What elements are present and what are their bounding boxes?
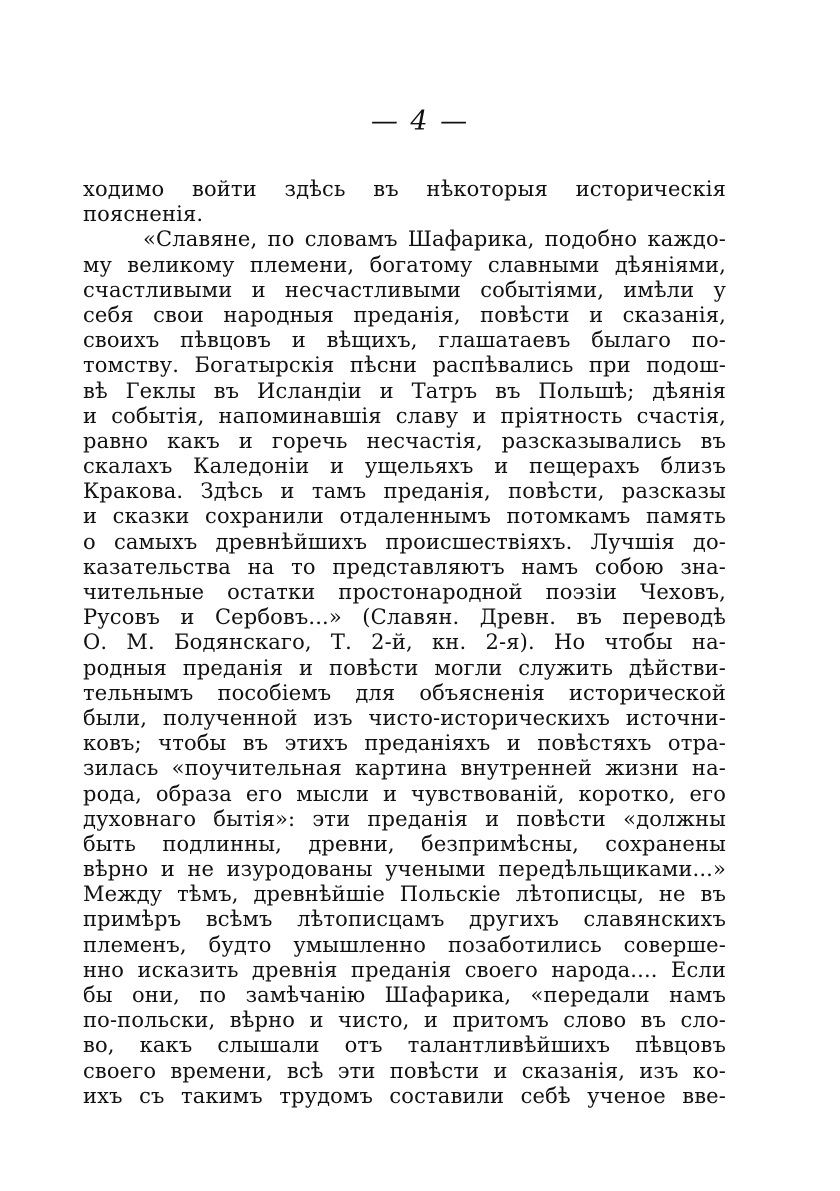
text-line: зилась «поучительная картина внутренней жизни на- <box>83 756 726 781</box>
text-line: по-польски, вѣрно и чисто, и притомъ слово въ сло- <box>83 1008 726 1033</box>
text-line: О. М. Бодянскаго, Т. 2-й, кн. 2-я). Но чтобы на- <box>83 630 726 655</box>
text-line: вѣ Геклы въ Исландіи и Татръ въ Польшѣ; дѣянія <box>83 378 726 403</box>
text-line: бы они, по замѣчанію Шафарика, «передали намъ <box>83 983 726 1007</box>
text-line: родныя преданія и повѣсти могли служить дѣйстви- <box>83 655 726 680</box>
body-text <box>83 177 726 1109</box>
text-line: скалахъ Каледоніи и ущельяхъ и пещерахъ близъ <box>83 454 726 479</box>
text-line: Между тѣмъ, древнѣйшіе Польскіе лѣтописцы, не въ <box>83 882 726 907</box>
text-line: ходимо войти здѣсь въ нѣкоторыя историческія <box>83 177 726 201</box>
text-line: племенъ, будто умышленно позаботились соверше- <box>83 932 726 957</box>
text-line: были, полученной изъ чисто-историческихъ источни- <box>83 705 726 730</box>
text-line: примѣръ всѣмъ лѣтописцамъ другихъ славянскихъ <box>83 907 726 932</box>
text-line: поясненія. <box>83 202 204 227</box>
text-line: быть подлинны, древни, безпримѣсны, сохранены <box>83 831 726 856</box>
text-line: равно какъ и горечь несчастія, разсказывались въ <box>83 428 726 453</box>
text-line: Русовъ и Сербовъ...» (Славян. Древн. въ переводѣ <box>83 605 726 630</box>
text-line: тельнымъ пособіемъ для объясненія исторической <box>83 680 726 705</box>
page-number: — 4 — <box>370 106 470 137</box>
text-line: своихъ пѣвцовъ и вѣщихъ, глашатаевъ былаго по- <box>83 328 726 353</box>
text-line: Кракова. Здѣсь и тамъ преданія, повѣсти, разсказы <box>83 479 726 504</box>
text-line: своего времени, всѣ эти повѣсти и сказанія, изъ ко- <box>83 1058 726 1083</box>
text-line: му великому племени, богатому славными дѣяніями, <box>83 252 726 277</box>
text-line: и сказки сохранили отдаленнымъ потомкамъ память <box>83 504 726 529</box>
text-line: чительные остатки простонародной поэзіи Чеховъ, <box>83 580 726 604</box>
text-line: казательства на то представляютъ намъ собою зна- <box>83 554 726 579</box>
text-line: духовнаго бытія»: эти преданія и повѣсти «должны <box>83 806 726 831</box>
text-line: во, какъ слышали отъ талантливѣйшихъ пѣвцовъ <box>83 1033 726 1058</box>
text-line: томству. Богатырскія пѣсни распѣвались при подош- <box>83 353 726 378</box>
text-line: нно исказить древнія преданія своего народа.... Если <box>83 957 726 982</box>
text-line: рода, образа его мысли и чувствованій, коротко, его <box>83 781 726 806</box>
text-line: «Славяне, по словамъ Шафарика, подобно каждо- <box>143 227 726 252</box>
text-line: и событія, напоминавшія славу и пріятность счастія, <box>83 403 726 428</box>
text-line: ковъ; чтобы въ этихъ преданіяхъ и повѣстяхъ отра- <box>83 731 726 756</box>
text-line: о самыхъ древнѣйшихъ происшествіяхъ. Лучшія до- <box>83 529 726 554</box>
text-line: вѣрно и не изуродованы учеными передѣльщиками...» <box>83 857 726 882</box>
text-line: ихъ съ такимъ трудомъ составили себѣ ученое вве- <box>83 1083 726 1108</box>
text-line: себя свои народныя преданія, повѣсти и сказанія, <box>83 302 726 327</box>
text-line: счастливыми и несчастливыми событіями, имѣли у <box>83 277 726 302</box>
